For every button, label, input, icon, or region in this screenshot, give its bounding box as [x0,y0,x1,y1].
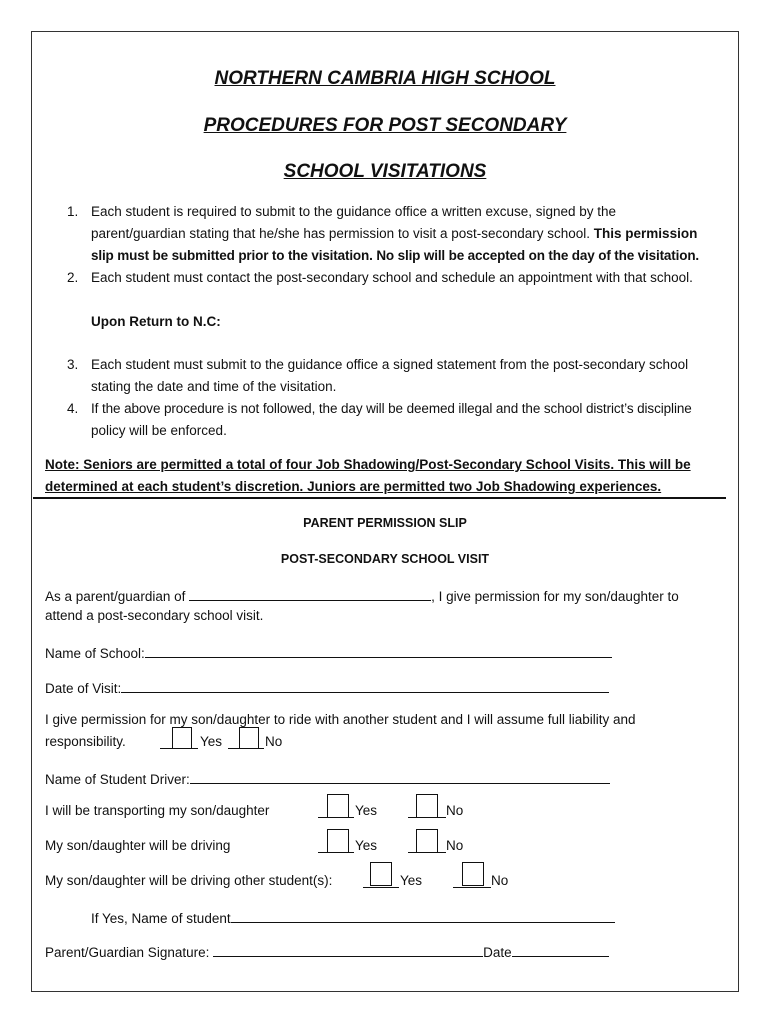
upon-return-heading: Upon Return to N.C: [91,314,221,329]
driving-no-label: No [446,838,464,853]
ride-no-checkbox[interactable] [239,727,259,749]
signature-row [45,942,609,960]
driving-others-no-checkbox[interactable] [462,862,484,886]
ride-permission-line-2: responsibility. [45,734,126,749]
ride-no-label: No [265,734,283,749]
as-parent-prefix: As a parent/guardian of [45,589,190,604]
driving-others-no-label: No [491,873,509,888]
item-3-line-1: Each student must submit to the guidance office a signed statement from the post-secondary school [91,357,689,372]
item-4-number: 4. [67,401,79,416]
visitations-title: SCHOOL VISITATIONS [283,161,487,182]
transporting-no-checkbox[interactable] [416,794,438,818]
as-parent-line-2: attend a post-secondary school visit. [45,608,264,623]
student-driver-field[interactable] [190,769,610,784]
student-driver-row [45,769,610,787]
signature-label: Parent/Guardian Signature: [45,945,214,960]
item-1-line-1: Each student is required to submit to the guidance office a written excuse, signed by the [91,204,617,219]
item-2-line-1: Each student must contact the post-secondary school and schedule an appointment with that school. [91,270,693,285]
driving-yes-checkbox[interactable] [327,829,349,853]
ride-yes-checkbox[interactable] [172,727,192,749]
note-line-1: Note: Seniors are permitted a total of four Job Shadowing/Post-Secondary School Visits. This will be [45,457,691,472]
driving-others-yes-underline [363,887,399,888]
slip-heading: PARENT PERMISSION SLIP [303,516,467,530]
driving-yes-label: Yes [355,838,378,853]
item-3-number: 3. [67,357,79,372]
driving-no-checkbox[interactable] [416,829,438,853]
name-of-school-label: Name of School: [45,646,145,661]
if-yes-student-field[interactable] [231,908,615,923]
item-4-line-1: If the above procedure is not followed, the day will be deemed illegal and the school district’s discipline [91,401,692,416]
driving-others-yes-checkbox[interactable] [370,862,392,886]
transporting-yes-label: Yes [355,803,378,818]
date-of-visit-row [45,678,609,696]
item-1-line-2-bold: This permission [593,226,698,241]
signature-field[interactable] [213,942,483,957]
item-1-number: 1. [67,204,79,219]
item-1-line-3: slip must be submitted prior to the visitation. No slip will be accepted on the day of the visitation. [91,248,700,263]
if-yes-label: If Yes, Name of student [91,911,231,926]
if-yes-row [91,908,615,926]
driving-others-yes-label: Yes [400,873,423,888]
name-of-school-row [45,643,612,661]
item-1-line-2 [91,226,697,241]
item-1-line-2-plain: parent/guardian stating that he/she has permission to visit a post-secondary school. [91,226,594,241]
student-driver-label: Name of Student Driver: [45,772,190,787]
driving-label: My son/daughter will be driving [45,838,231,853]
ride-yes-label: Yes [200,734,223,749]
as-parent-suffix: , I give permission for my son/daughter to [431,589,679,604]
transporting-label: I will be transporting my son/daughter [45,803,270,818]
date-label: Date [483,945,512,960]
item-3-line-2: stating the date and time of the visitation. [91,379,337,394]
date-of-visit-field[interactable] [121,678,609,693]
note-line-2: determined at each student’s discretion. Juniors are permitted two Job Shadowing experiences. [45,479,662,494]
slip-subheading: POST-SECONDARY SCHOOL VISIT [280,552,490,566]
transporting-no-label: No [446,803,464,818]
procedures-title: PROCEDURES FOR POST SECONDARY [203,115,567,136]
driving-others-no-underline [453,887,491,888]
ride-permission-line-1: I give permission for my son/daughter to ride with another student and I will assume full liability and [45,712,636,727]
name-of-school-field[interactable] [145,643,612,658]
student-name-field[interactable] [189,586,431,601]
section-divider [33,497,726,499]
school-title: NORTHERN CAMBRIA HIGH SCHOOL [214,68,556,89]
as-parent-line [45,586,679,604]
date-of-visit-label: Date of Visit: [45,681,122,696]
item-4-line-2: policy will be enforced. [91,423,227,438]
driving-others-label: My son/daughter will be driving other student(s): [45,873,333,888]
item-2-number: 2. [67,270,79,285]
signature-date-field[interactable] [512,942,609,957]
transporting-yes-checkbox[interactable] [327,794,349,818]
